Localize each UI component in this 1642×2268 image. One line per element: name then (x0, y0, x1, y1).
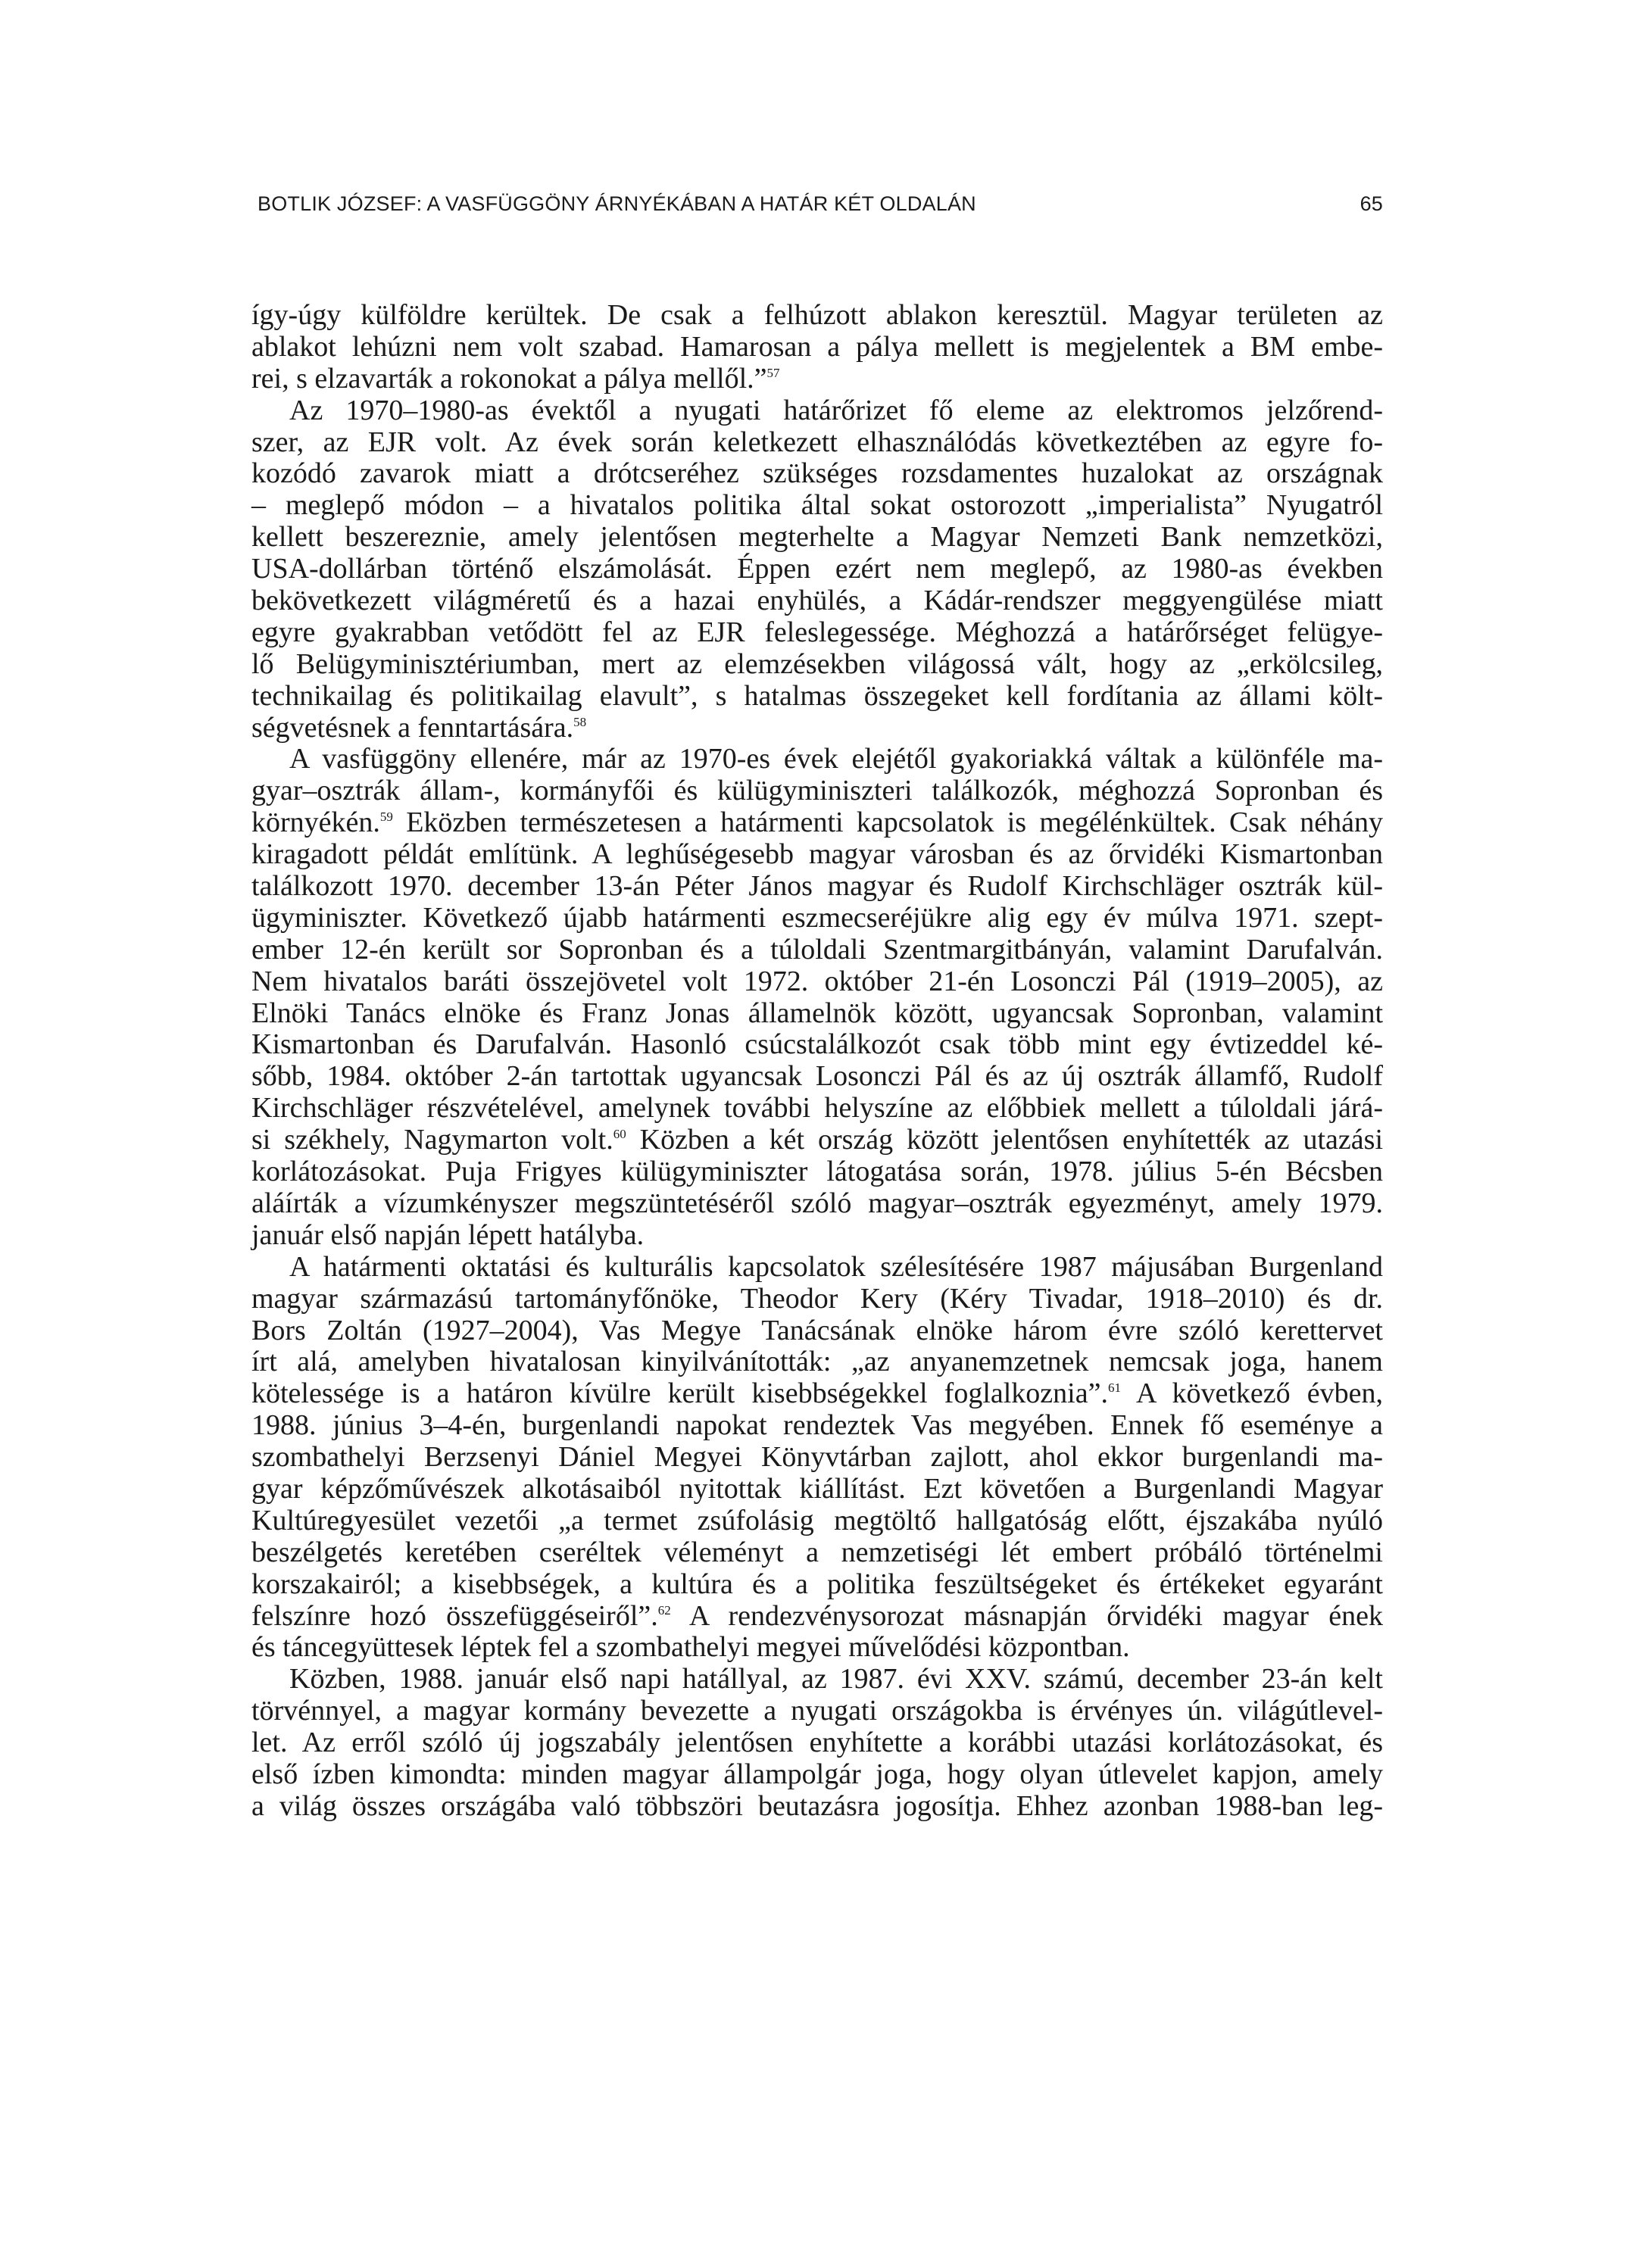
line-text: felszínre hozó összefüggéseiről”. (251, 1599, 658, 1632)
line-text: Kismartonban és Darufalván. Hasonló csúcstalálkozót csak több mint egy évtizeddel ké- (251, 1028, 1383, 1061)
text-line (251, 490, 1383, 522)
running-title: BOTLIK JÓZSEF: A VASFÜGGÖNY ÁRNYÉKÁBAN A HATÁR KÉT OLDALÁN (258, 192, 976, 215)
line-text: rei, s elzavarták a rokonokat a pálya mellől.” (251, 362, 767, 395)
line-text: kiragadott példát említünk. A leghűségesebb magyar városban és az őrvidéki Kismartonban (251, 838, 1383, 871)
text-line (251, 1601, 1383, 1633)
text-line (251, 839, 1383, 871)
line-text: korlátozásokat. Puja Frigyes külügyminiszter látogatása során, 1978. július 5-én Bécsben (251, 1156, 1383, 1188)
line-text: ablakot lehúzni nem volt szabad. Hamarosan a pálya mellett is megjelentek a BM embe- (251, 330, 1383, 363)
line-text: kellett beszereznie, amely jelentősen megterhelte a Magyar Nemzeti Bank nemzetközi, (251, 521, 1383, 554)
text-line (251, 1759, 1383, 1791)
text-line (251, 1664, 1383, 1696)
text-line (251, 1378, 1383, 1410)
line-text: írt alá, amelyben hivatalosan kinyilvánították: „az anyanemzetnek nemcsak joga, hanem (251, 1346, 1383, 1378)
paragraph (251, 1664, 1383, 1822)
line-text: magyar származású tartományfőnöke, Theodor Kery (Kéry Tivadar, 1918–2010) és dr. (251, 1282, 1383, 1315)
text-line (251, 1537, 1383, 1569)
body-text (251, 300, 1383, 1823)
text-line (251, 1284, 1383, 1315)
line-text: és táncegyüttesek léptek fel a szombathelyi megyei művelődési központban. (251, 1631, 1130, 1664)
text-line (251, 1252, 1383, 1284)
line-text: technikailag és politikailag elavult”, s hatalmas összegeket kell fordítania az állami költ- (251, 679, 1383, 712)
line-text: Bors Zoltán (1927–2004), Vas Megye Tanácsának elnöke három évre szóló kerettervet (251, 1314, 1383, 1346)
line-text: környékén. (251, 806, 380, 839)
line-text: találkozott 1970. december 13-án Péter János magyar és Rudolf Kirchschläger osztrák kül- (251, 870, 1383, 903)
line-text: Az 1970–1980-as évektől a nyugati határőrizet fő eleme az elektromos jelzőrend- (289, 394, 1383, 426)
text-line (251, 775, 1383, 807)
text-line (251, 522, 1383, 554)
line-text: lő Belügyminisztériumban, mert az elemzésekben világossá vált, hogy az „erkölcsileg, (251, 647, 1383, 680)
line-text: törvénnyel, a magyar kormány bevezette a nyugati országokba is érvényes ún. világútlevel- (251, 1695, 1383, 1727)
line-text-continuation: Közben a két ország között jelentősen enyhítették az utazási (626, 1124, 1383, 1156)
text-line (251, 807, 1383, 839)
text-line (251, 1315, 1383, 1347)
line-text: A vasfüggöny ellenére, már az 1970-es évek elejétől gyakoriakká váltak a különféle ma- (289, 743, 1383, 775)
line-text: Nem hivatalos baráti összejövetel volt 1972. október 21-én Losonczi Pál (1919–2005), az (251, 965, 1383, 997)
line-text: beszélgetés keretében cseréltek véleményt a nemzetiségi lét embert próbáló történelmi (251, 1536, 1383, 1568)
line-text: kötelessége is a határon kívülre került kisebbségekkel foglalkoznia”. (251, 1377, 1108, 1410)
text-line (251, 1474, 1383, 1505)
line-text-continuation: A rendezvénysorozat másnapján őrvidéki magyar ének (670, 1599, 1384, 1632)
text-line (251, 1061, 1383, 1093)
line-text: korszakairól; a kisebbségek, a kultúra és a politika feszültségeket és értékeket egyaránt (251, 1568, 1383, 1600)
line-text: let. Az erről szóló új jogszabály jelentősen enyhítette a korábbi utazási korlátozásokat, és (251, 1727, 1383, 1759)
line-text: ségvetésnek a fenntartására. (251, 711, 574, 744)
text-line (251, 585, 1383, 617)
text-line (251, 554, 1383, 585)
text-line (251, 1029, 1383, 1061)
line-text: gyar képzőművészek alkotásaiból nyitottak kiállítást. Ezt követően a Burgenlandi Magyar (251, 1472, 1383, 1505)
page-number: 65 (1359, 192, 1383, 215)
text-line (251, 1632, 1383, 1664)
text-line (251, 1346, 1383, 1378)
line-text: sőbb, 1984. október 2-án tartottak ugyancsak Losonczi Pál és az új osztrák államfő, Rudolf (251, 1060, 1383, 1093)
footnote-marker[interactable]: 61 (1107, 1380, 1121, 1396)
line-text: Kultúregyesület vezetői „a termet zsúfolásig megtöltő hallgatóság előtt, éjszakába nyúló (251, 1504, 1383, 1536)
text-line (251, 1727, 1383, 1759)
text-line (251, 1125, 1383, 1156)
text-line (251, 871, 1383, 903)
text-line (251, 1156, 1383, 1188)
text-line (251, 1791, 1383, 1823)
text-line (251, 427, 1383, 459)
footnote-marker[interactable]: 60 (613, 1127, 626, 1142)
line-text: kozódó zavarok miatt a drótcseréhez szükséges rozsdamentes huzalokat az országnak (251, 457, 1383, 490)
line-text: bekövetkezett világméretű és a hazai enyhülés, a Kádár-rendszer meggyengülése miatt (251, 585, 1383, 617)
text-line (251, 395, 1383, 427)
line-text: szombathelyi Berzsenyi Dániel Megyei Könyvtárban zajlott, ahol ekkor burgenlandi ma- (251, 1441, 1383, 1474)
footnote-marker[interactable]: 57 (766, 365, 780, 380)
line-text-continuation: Eközben természetesen a határmenti kapcsolatok is megélénkültek. Csak néhány (392, 806, 1383, 839)
line-text: így-úgy külföldre kerültek. De csak a felhúzott ablakon keresztül. Magyar területen az (251, 299, 1383, 331)
paragraph (251, 1252, 1383, 1664)
text-line (251, 332, 1383, 363)
line-text: Közben, 1988. január első napi hatállyal, az 1987. évi XXV. számú, december 23-án kelt (289, 1663, 1383, 1696)
text-line (251, 713, 1383, 744)
text-line (251, 1410, 1383, 1442)
text-line (251, 1505, 1383, 1537)
line-text: USA-dollárban történő elszámolását. Éppen ezért nem meglepő, az 1980-as években (251, 553, 1383, 585)
line-text: a világ összes országába való többszöri beutazásra jogosítja. Ehhez azonban 1988-ban leg- (251, 1789, 1383, 1822)
line-text: szer, az EJR volt. Az évek során keletkezett elhasználódás következtében az egyre fo- (251, 426, 1383, 458)
line-text: ügyminiszter. Következő újabb határmenti eszmecseréjükre alig egy év múlva 1971. szept- (251, 901, 1383, 934)
line-text: A határmenti oktatási és kulturális kapcsolatok szélesítésére 1987 májusában Burgenland (289, 1250, 1383, 1283)
line-text: – meglepő módon – a hivatalos politika által sokat ostorozott „imperialista” Nyugatról (251, 489, 1383, 522)
text-line (251, 1093, 1383, 1125)
paragraph (251, 744, 1383, 1251)
line-text-continuation: A következő évben, (1120, 1377, 1383, 1410)
line-text: gyar–osztrák állam-, kormányfői és külügyminiszteri találkozók, méghozzá Sopronban és (251, 775, 1383, 807)
line-text: si székhely, Nagymarton volt. (251, 1124, 613, 1156)
text-line (251, 1569, 1383, 1601)
line-text: Elnöki Tanács elnöke és Franz Jonas államelnök között, ugyancsak Sopronban, valamint (251, 997, 1383, 1029)
footnote-marker[interactable]: 59 (379, 810, 393, 825)
text-line (251, 903, 1383, 934)
line-text: egyre gyakrabban vetődött fel az EJR feleslegessége. Méghozzá a határőrséget felügye- (251, 616, 1383, 648)
footnote-marker[interactable]: 62 (657, 1602, 671, 1618)
text-line (251, 1220, 1383, 1252)
text-line (251, 1442, 1383, 1474)
paragraph (251, 395, 1383, 744)
text-line (251, 998, 1383, 1030)
line-text: 1988. június 3–4-én, burgenlandi napokat rendeztek Vas megyében. Ennek fő eseménye a (251, 1409, 1383, 1442)
line-text: Kirchschläger részvételével, amelynek további helyszíne az előbbiek mellett a túloldali járá- (251, 1092, 1383, 1125)
text-line (251, 300, 1383, 332)
paragraph (251, 300, 1383, 395)
line-text: ember 12-én került sor Sopronban és a túloldali Szentmargitbányán, valamint Darufalván. (251, 933, 1383, 966)
text-line (251, 934, 1383, 966)
text-line (251, 617, 1383, 649)
text-line (251, 649, 1383, 681)
running-header (258, 192, 1383, 223)
text-line (251, 1696, 1383, 1727)
text-line (251, 363, 1383, 395)
line-text: aláírták a vízumkényszer megszüntetéséről szóló magyar–osztrák egyezményt, amely 1979. (251, 1187, 1383, 1219)
text-line (251, 681, 1383, 713)
text-line (251, 744, 1383, 775)
text-line (251, 966, 1383, 998)
text-line (251, 458, 1383, 490)
line-text: január első napján lépett hatályba. (251, 1218, 645, 1251)
footnote-marker[interactable]: 58 (573, 714, 587, 729)
line-text: első ízben kimondta: minden magyar állampolgár joga, hogy olyan útlevelet kapjon, amely (251, 1758, 1383, 1790)
text-line (251, 1188, 1383, 1220)
